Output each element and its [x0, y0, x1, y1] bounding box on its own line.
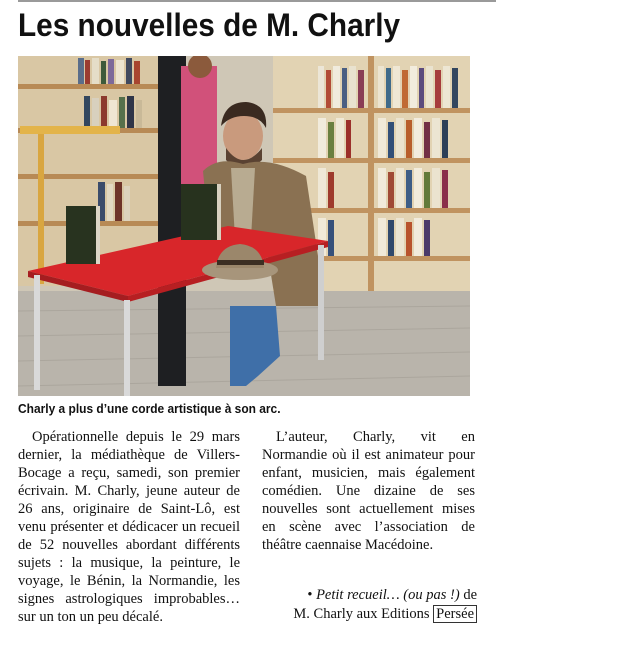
headline: Les nouvelles de M. Charly	[18, 7, 401, 43]
publisher-name: Persée	[433, 605, 477, 623]
paragraph-right: L’auteur, Charly, vit en Normandie où il est animateur pour enfant, musicien, mais également comédien. Une dizaine de ses nouvelles sont actuellement mises en scène avec l’association de théâtre caennaise Macédoine.	[262, 429, 475, 553]
paragraph-left: Opérationnelle depuis le 29 mars dernier, la médiathèque de Villers-Bocage a reçu, samedi, son premier écrivain. M. Charly, jeune auteur de 26 ans, originaire de Saint-Lô, est venu présenter et dédicacer un recueil de 52 nouvelles abordant différents sujets : la musique, la peinture, le voyage, le Bénin, la Normandie, les signes astrologiques improbables… sur un ton un peu décalé.	[18, 429, 240, 625]
credit-tail: de	[463, 587, 477, 603]
photo-caption: Charly a plus d’une corde artistique à son arc.	[18, 401, 281, 416]
book-credit	[262, 586, 477, 624]
credit-author: M. Charly aux Editions	[293, 606, 430, 622]
top-rule	[18, 0, 496, 2]
book-title: Petit recueil… (ou pas !)	[316, 587, 460, 603]
bullet: •	[307, 587, 313, 603]
article-photo	[18, 56, 470, 396]
article-column-left	[18, 428, 240, 626]
photo-illustration	[18, 56, 470, 396]
article-column-right	[262, 428, 475, 554]
